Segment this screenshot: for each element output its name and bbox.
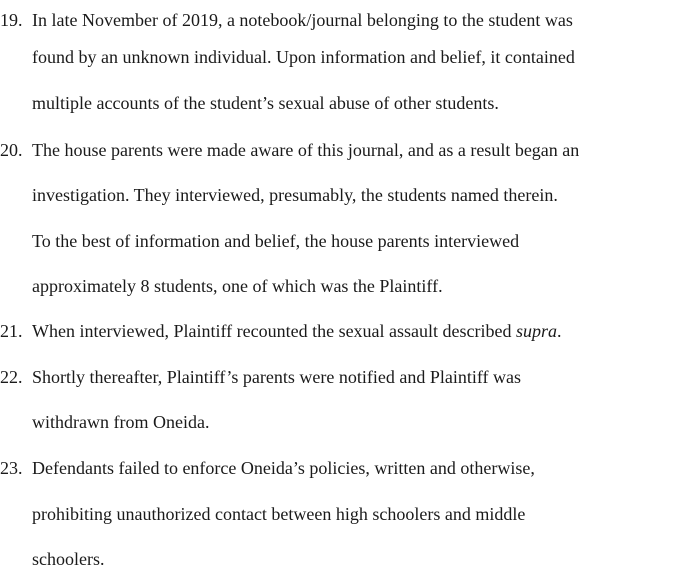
paragraph-23-line-3: schoolers. — [32, 549, 105, 569]
paragraph-text: The house parents were made aware of this journal, and as a result began an — [32, 140, 580, 160]
paragraph-text-end: . — [557, 321, 562, 341]
paragraph-number: 21. — [0, 321, 23, 341]
paragraph-number: 23. — [0, 458, 23, 478]
paragraph-19-line-2: found by an unknown individual. Upon information and belief, it contained — [32, 47, 575, 67]
paragraph-20-line-3: To the best of information and belief, the house parents interviewed — [32, 231, 520, 251]
paragraph-22-line-2: withdrawn from Oneida. — [32, 412, 210, 432]
paragraph-text: Defendants failed to enforce Oneida’s policies, written and otherwise, — [32, 458, 535, 478]
paragraph-text: In late November of 2019, a notebook/journal belonging to the student was — [32, 10, 573, 30]
paragraph-number: 22. — [0, 367, 23, 387]
paragraph-text-main: When interviewed, Plaintiff recounted the sexual assault described — [32, 321, 517, 341]
paragraph-23-line-2: prohibiting unauthorized contact between high schoolers and middle — [32, 504, 526, 524]
paragraph-text — [32, 320, 562, 342]
italic-term: supra — [516, 321, 558, 341]
paragraph-number: 19. — [0, 10, 23, 30]
paragraph-20-line-4: approximately 8 students, one of which was the Plaintiff. — [32, 276, 443, 296]
paragraph-text: Shortly thereafter, Plaintiff’s parents were notified and Plaintiff was — [32, 367, 521, 387]
paragraph-number: 20. — [0, 140, 23, 160]
paragraph-20-line-2: investigation. They interviewed, presumably, the students named therein. — [32, 185, 558, 205]
paragraph-19-line-3: multiple accounts of the student’s sexual abuse of other students. — [32, 93, 499, 113]
